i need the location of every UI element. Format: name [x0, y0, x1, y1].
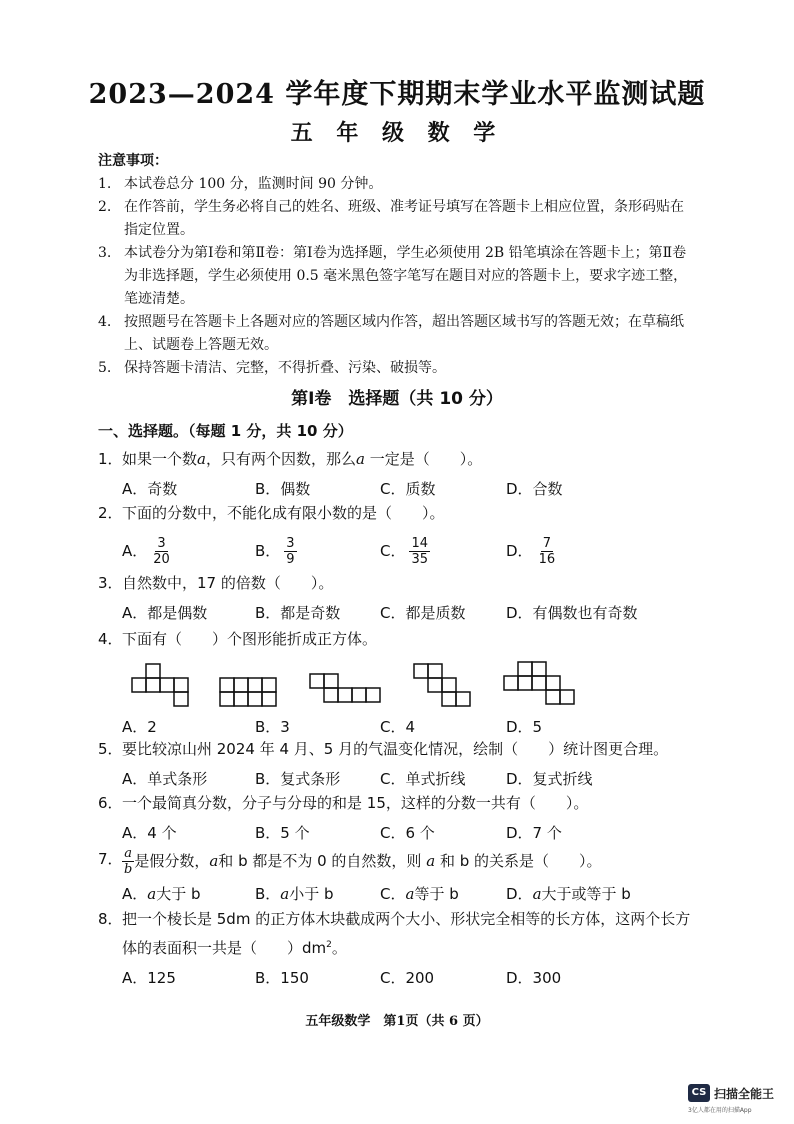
variable-a: a	[197, 450, 206, 468]
stem-text: 。	[331, 939, 347, 957]
option-a[interactable]: A．125	[122, 969, 176, 987]
option-label: D．	[506, 542, 533, 560]
cube-net-4	[414, 664, 470, 706]
options-row	[98, 965, 698, 991]
variable-a: a	[209, 852, 219, 870]
question-stem	[98, 736, 698, 762]
question-stem	[98, 846, 698, 877]
option-text: 等于 b	[414, 885, 459, 903]
options-row	[98, 476, 698, 502]
question-5	[98, 736, 698, 792]
stem-text: 一定是（ ）。	[364, 450, 483, 468]
cube-nets-figure	[130, 658, 590, 708]
option-a[interactable]: A．单式条形	[122, 770, 208, 788]
question-6	[98, 790, 698, 846]
option-d[interactable]	[506, 536, 557, 567]
options-row	[98, 600, 698, 626]
note-text: 本试卷分为第Ⅰ卷和第Ⅱ卷：第Ⅰ卷为选择题，学生必须使用 2B 铅笔填涂在答题卡上；第Ⅱ卷为非选择题，学生必须使用 0.5 毫米黑色签字笔写在题目对应的答题卡上，要求字迹工整，笔迹清楚。	[124, 245, 688, 307]
stem-text: 把一个棱长是 5dm 的正方体木块截成两个大小、形状完全相等的长方体，这两个长方体的表面积一共是（ ）dm	[122, 910, 691, 957]
option-d[interactable]: D．5	[506, 718, 543, 736]
question-number: 2．	[98, 504, 123, 522]
option-d[interactable]: D．合数	[506, 480, 563, 498]
stem-text: 如果一个数	[122, 450, 198, 468]
variable-a: a	[532, 885, 542, 903]
note-number: 4.	[98, 314, 112, 330]
brand-name: 扫描全能王	[714, 1086, 775, 1101]
option-b[interactable]	[255, 536, 297, 567]
option-label: D．	[506, 885, 533, 903]
option-b[interactable]: B．5 个	[255, 824, 310, 842]
question-number: 4．	[98, 630, 123, 648]
variable-a: a	[280, 885, 290, 903]
stem-text: 下面的分数中，不能化成有限小数的是（ ）。	[122, 504, 445, 522]
option-a[interactable]: A．都是偶数	[122, 604, 208, 622]
option-d[interactable]: D．7 个	[506, 824, 562, 842]
cube-net-1	[132, 664, 188, 706]
denominator: 35	[411, 552, 429, 567]
option-c[interactable]	[380, 536, 430, 567]
denominator: 20	[153, 552, 170, 567]
note-item	[98, 311, 688, 357]
question-3	[98, 570, 698, 626]
option-d[interactable]	[506, 881, 631, 907]
option-d[interactable]: D．300	[506, 969, 562, 987]
question-stem	[98, 446, 698, 472]
notes-block	[98, 150, 688, 380]
options-row	[98, 881, 698, 907]
brand-tagline: 3亿人都在用的扫描App	[688, 1107, 752, 1114]
denominator: b	[124, 862, 133, 877]
stem-text: 一个最简真分数，分子与分母的和是 15，这样的分数一共有（ ）。	[122, 794, 589, 812]
superscript: 2	[326, 940, 332, 950]
option-text: 大于 b	[156, 885, 201, 903]
note-number: 2.	[98, 199, 112, 215]
option-a[interactable]: A．4 个	[122, 824, 177, 842]
stem-text: 和 b 都是不为 0 的自然数，则	[218, 852, 427, 870]
section-title: 第Ⅰ卷 选择题（共 10 分）	[291, 389, 503, 409]
variable-a: a	[426, 852, 436, 870]
option-a[interactable]	[122, 536, 172, 567]
fraction	[122, 846, 134, 877]
note-number: 1.	[98, 176, 112, 192]
question-number: 6．	[98, 794, 123, 812]
option-b[interactable]: B．偶数	[255, 480, 311, 498]
note-text: 保持答题卡清洁、完整，不得折叠、污染、破损等。	[124, 360, 446, 376]
question-stem	[98, 626, 698, 652]
option-text: 大于或等于 b	[541, 885, 631, 903]
note-text: 在作答前，学生务必将自己的姓名、班级、准考证号填写在答题卡上相应位置，条形码贴在指定位置。	[124, 199, 684, 238]
scanner-watermark	[688, 1084, 774, 1102]
option-text: 小于 b	[289, 885, 334, 903]
option-c[interactable]: C．4	[380, 718, 416, 736]
question-number: 3．	[98, 574, 123, 592]
note-text: 本试卷总分 100 分，监测时间 90 分钟。	[124, 176, 383, 192]
numerator: a	[124, 846, 133, 861]
note-item	[98, 173, 688, 196]
options-row	[98, 766, 698, 792]
option-d[interactable]: D．有偶数也有奇数	[506, 604, 638, 622]
note-item	[98, 242, 688, 311]
part-title: 一、选择题。（每题 1 分，共 10 分）	[98, 422, 353, 440]
question-4	[98, 626, 698, 652]
denominator: 16	[538, 552, 556, 567]
note-number: 3.	[98, 245, 112, 261]
option-label: B．	[255, 885, 281, 903]
option-d[interactable]: D．复式折线	[506, 770, 593, 788]
option-c[interactable]	[380, 881, 459, 907]
fraction	[151, 536, 172, 567]
numerator: 7	[542, 536, 551, 551]
option-a[interactable]: A．2	[122, 718, 157, 736]
note-number: 5.	[98, 360, 112, 376]
denominator: 9	[286, 552, 295, 567]
question-2	[98, 500, 698, 570]
fraction	[409, 536, 430, 567]
option-c[interactable]: C．单式折线	[380, 770, 466, 788]
cube-net-2	[220, 678, 276, 706]
stem-text: 是假分数，	[134, 852, 210, 870]
note-item	[98, 357, 688, 380]
option-a[interactable]: A．奇数	[122, 480, 178, 498]
question-number: 7．	[98, 850, 123, 868]
stem-text: 和 b 的关系是（ ）。	[435, 852, 602, 870]
option-label: C．	[380, 542, 406, 560]
numerator: 3	[157, 536, 166, 551]
option-b[interactable]	[255, 881, 334, 907]
option-label: A．	[122, 542, 148, 560]
option-label: A．	[122, 885, 148, 903]
question-1	[98, 446, 698, 502]
numerator: 14	[411, 536, 429, 551]
fraction	[537, 536, 558, 567]
numerator: 3	[286, 536, 295, 551]
option-b[interactable]: B．150	[255, 969, 309, 987]
option-b[interactable]: B．3	[255, 718, 290, 736]
option-c[interactable]: C．都是质数	[380, 604, 466, 622]
variable-a: a	[355, 450, 365, 468]
question-number: 8．	[98, 910, 123, 928]
question-stem	[98, 570, 698, 596]
cube-net-5	[504, 662, 574, 704]
question-7	[98, 846, 698, 907]
question-stem	[98, 906, 698, 961]
page-footer: 五年级数学 第1页（共 6 页）	[305, 1014, 489, 1029]
question-number: 5．	[98, 740, 123, 758]
option-label: C．	[380, 885, 406, 903]
fraction	[284, 536, 296, 567]
stem-text: 下面有（ ）个图形能折成正方体。	[122, 630, 378, 648]
stem-text: ，只有两个因数，那么	[205, 450, 356, 468]
question-stem	[98, 500, 698, 526]
variable-a: a	[405, 885, 415, 903]
notes-title: 注意事项：	[98, 153, 168, 169]
note-item	[98, 196, 688, 242]
cs-logo-icon: CS	[688, 1084, 710, 1102]
question-stem	[98, 790, 698, 816]
cube-net-3	[310, 674, 380, 702]
stem-text: 自然数中，17 的倍数（ ）。	[122, 574, 334, 592]
option-c[interactable]: C．质数	[380, 480, 436, 498]
page-subtitle: 五 年 级 数 学	[290, 120, 504, 146]
option-label: B．	[255, 542, 281, 560]
question-8	[98, 906, 698, 991]
option-b[interactable]: B．都是奇数	[255, 604, 341, 622]
option-b[interactable]: B．复式条形	[255, 770, 341, 788]
option-c[interactable]: C．200	[380, 969, 435, 987]
note-text: 按照题号在答题卡上各题对应的答题区域内作答，超出答题区域书写的答题无效；在草稿纸上、试题卷上答题无效。	[124, 314, 684, 353]
options-row	[98, 530, 698, 570]
option-a[interactable]	[122, 881, 201, 907]
stem-text: 要比较凉山州 2024 年 4 月、5 月的气温变化情况，绘制（ ）统计图更合理。	[122, 740, 669, 758]
page-title: 2023—2024 学年度下期期末学业水平监测试题	[88, 79, 706, 110]
options-row	[98, 820, 698, 846]
option-c[interactable]: C．6 个	[380, 824, 435, 842]
variable-a: a	[147, 885, 157, 903]
question-number: 1．	[98, 450, 123, 468]
